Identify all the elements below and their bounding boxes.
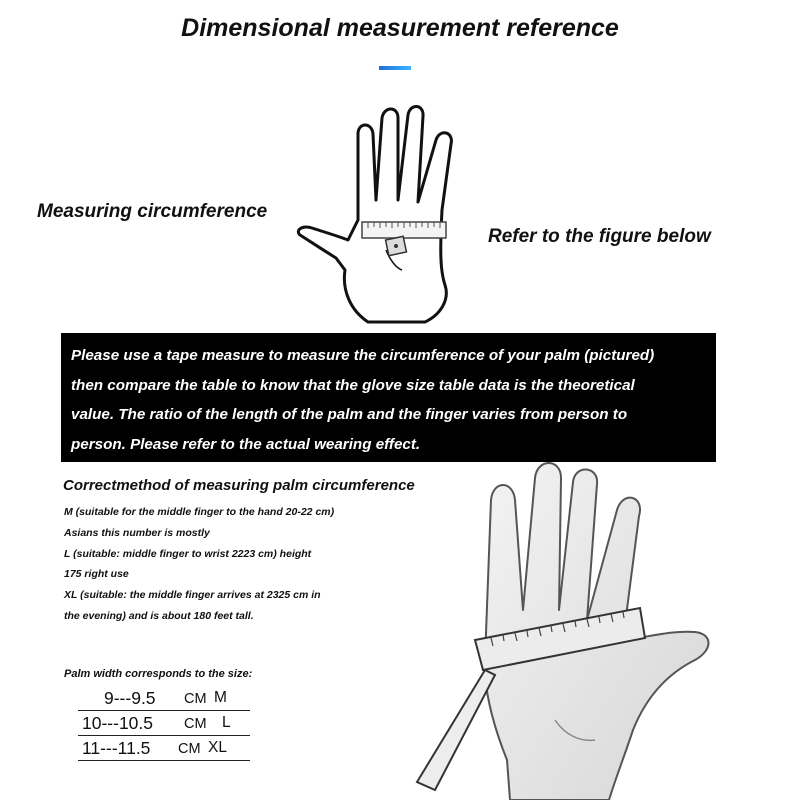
size-range: 11---11.5 [82,738,151,758]
measuring-circumference-label: Measuring circumference [37,201,268,222]
size-table [78,686,250,761]
size-table-title: Palm width corresponds to the size: [64,668,253,680]
notice-line: value. The ratio of the length of the palm and the finger varies from person to [71,406,628,423]
notice-line: person. Please refer to the actual wearing effect. [71,435,421,453]
size-label: XL [208,739,227,756]
size-range: 9---9.5 [104,688,156,708]
size-row [78,736,250,761]
method-line: the evening) and is about 180 feet tall. [64,609,254,622]
title-accent-bar [379,66,411,70]
size-range: 10---10.5 [82,713,154,733]
method-line: M (suitable for the middle finger to the hand 20-22 cm) [64,506,335,518]
size-unit: CM [178,741,201,757]
method-line: XL (suitable: the middle finger arrives at 2325 cm in [64,589,321,602]
size-label: M [214,689,227,706]
hand-measuring-photo-icon [395,460,725,805]
notice-line: Please use a tape measure to measure the circumference of your palm (pictured) [71,347,655,364]
method-line: Asians this number is mostly [64,526,210,539]
size-label: L [222,714,231,731]
page-title: Dimensional measurement reference [181,14,619,42]
notice-line: then compare the table to know that the glove size table data is the theoretical [71,376,635,394]
size-unit: CM [184,716,207,732]
method-line: L (suitable: middle finger to wrist 2223 cm) height [64,547,312,560]
method-description [64,505,334,630]
method-line: 175 right use [64,568,129,581]
method-title: Correctmethod of measuring palm circumference [63,477,415,494]
size-row [78,711,250,736]
instruction-notice [61,333,716,462]
hand-with-tape-icon [290,100,490,335]
refer-figure-label: Refer to the figure below [488,226,711,247]
size-unit: CM [184,691,207,707]
size-row [78,686,250,711]
